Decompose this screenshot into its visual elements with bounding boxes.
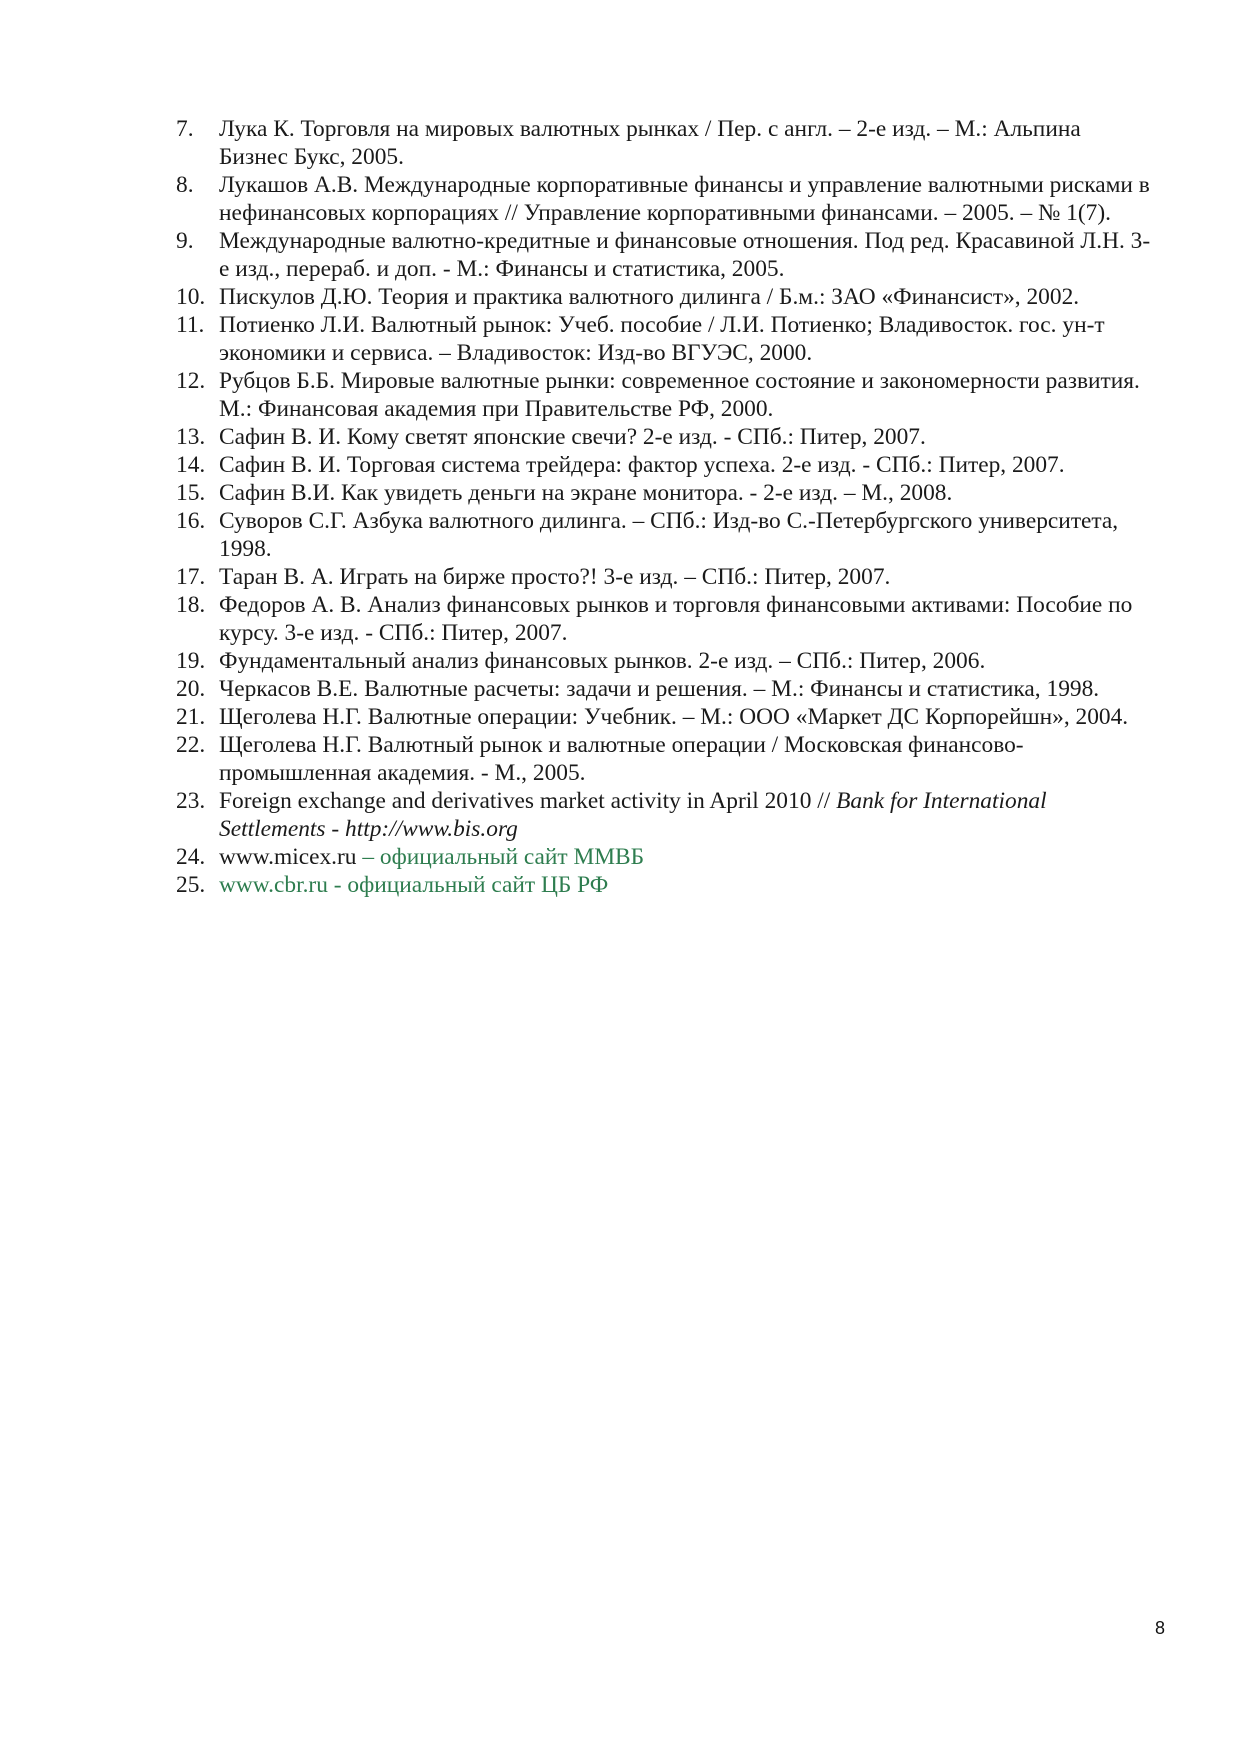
bibliography-entry	[176, 227, 1151, 283]
entry-number: 15.	[176, 480, 206, 506]
entry-number: 16.	[176, 508, 206, 534]
entry-text: Лукашов А.В. Международные корпоративные финансы и управление валютными рисками в нефинансовых корпорациях // Управление корпоративными финансами. – 2005. – № 1(7).	[219, 172, 1150, 226]
entry-text: Foreign exchange and derivatives market activity in April 2010 //	[219, 788, 837, 814]
bibliography-entry	[176, 423, 1151, 451]
entry-number: 21.	[176, 704, 206, 730]
entry-text: Таран В. А. Играть на бирже просто?! 3-е изд. – СПб.: Питер, 2007.	[219, 564, 891, 590]
bibliography-entry	[176, 787, 1151, 843]
entry-text: Международные валютно-кредитные и финансовые отношения. Под ред. Красавиной Л.Н. 3-е изд., перераб. и доп. - М.: Финансы и статистика, 2005.	[219, 228, 1151, 282]
entry-number: 22.	[176, 732, 206, 758]
bibliography-entry	[176, 647, 1151, 675]
bibliography-entry	[176, 871, 1151, 899]
entry-text: Щеголева Н.Г. Валютные операции: Учебник. – М.: ООО «Маркет ДС Корпорейшн», 2004.	[219, 704, 1129, 730]
entry-number: 13.	[176, 424, 206, 450]
entry-number: 20.	[176, 676, 206, 702]
entry-number: 10.	[176, 284, 206, 310]
bibliography-entry	[176, 451, 1151, 479]
bibliography-entry	[176, 283, 1151, 311]
bibliography-entry	[176, 675, 1151, 703]
bibliography-entry	[176, 731, 1151, 787]
entry-text: Сафин В. И. Кому светят японские свечи? 2-е изд. - СПб.: Питер, 2007.	[219, 424, 926, 450]
entry-text: Лука К. Торговля на мировых валютных рынках / Пер. с англ. – 2-е изд. – М.: Альпина Бизнес Букс, 2005.	[219, 116, 1081, 170]
entry-number: 9.	[176, 228, 194, 254]
entry-text: Сафин В. И. Торговая система трейдера: фактор успеха. 2-е изд. - СПб.: Питер, 2007.	[219, 452, 1065, 478]
bibliography-entry	[176, 591, 1151, 647]
entry-number: 12.	[176, 368, 206, 394]
bibliography-entry	[176, 171, 1151, 227]
entry-green-text: www.cbr.ru - официальный сайт ЦБ РФ	[219, 872, 609, 898]
entry-number: 8.	[176, 172, 194, 198]
entry-text: Пискулов Д.Ю. Теория и практика валютного дилинга / Б.м.: ЗАО «Финансист», 2002.	[219, 284, 1080, 310]
entry-number: 17.	[176, 564, 206, 590]
entry-text: Суворов С.Г. Азбука валютного дилинга. – СПб.: Изд-во С.-Петербургского университета, 1998.	[219, 508, 1119, 562]
entry-number: 11.	[176, 312, 205, 338]
bibliography-entry	[176, 367, 1151, 423]
entry-text: Рубцов Б.Б. Мировые валютные рынки: современное состояние и закономерности развития. М.: Финансовая академия при Правительстве РФ, 2000.	[219, 368, 1140, 422]
entry-number: 23.	[176, 788, 206, 814]
entry-green-text: – официальный сайт ММВБ	[356, 844, 645, 870]
entry-text: Щеголева Н.Г. Валютный рынок и валютные операции / Московская финансово-промышленная академия. - М., 2005.	[219, 732, 1024, 786]
bibliography-entry	[176, 703, 1151, 731]
entry-text: Федоров А. В. Анализ финансовых рынков и торговля финансовыми активами: Пособие по курсу. 3-е изд. - СПб.: Питер, 2007.	[219, 592, 1133, 646]
bibliography-entry	[176, 843, 1151, 871]
entry-text: Фундаментальный анализ финансовых рынков. 2-е изд. – СПб.: Питер, 2006.	[219, 648, 986, 674]
entry-number: 25.	[176, 872, 206, 898]
entry-text: Черкасов В.Е. Валютные расчеты: задачи и решения. – М.: Финансы и статистика, 1998.	[219, 676, 1100, 702]
entry-number: 19.	[176, 648, 206, 674]
bibliography-list	[176, 115, 1151, 899]
page-number: 8	[1154, 1618, 1165, 1638]
entry-text: Потиенко Л.И. Валютный рынок: Учеб. пособие / Л.И. Потиенко; Владивосток. гос. ун-т экономики и сервиса. – Владивосток: Изд-во ВГУЭС, 2000.	[219, 312, 1105, 366]
entry-number: 18.	[176, 592, 206, 618]
entry-number: 14.	[176, 452, 206, 478]
entry-number: 24.	[176, 844, 206, 870]
bibliography-entry	[176, 479, 1151, 507]
entry-link-text: www.micex.ru	[219, 844, 357, 870]
entry-italic-source: Bank for International Settlements - http://www.bis.org	[219, 788, 1047, 842]
bibliography-entry	[176, 311, 1151, 367]
entry-text: Сафин В.И. Как увидеть деньги на экране монитора. - 2-е изд. – М., 2008.	[219, 480, 953, 506]
bibliography-entry	[176, 115, 1151, 171]
entry-number: 7.	[176, 116, 194, 142]
bibliography-entry	[176, 507, 1151, 563]
bibliography-entry	[176, 563, 1151, 591]
